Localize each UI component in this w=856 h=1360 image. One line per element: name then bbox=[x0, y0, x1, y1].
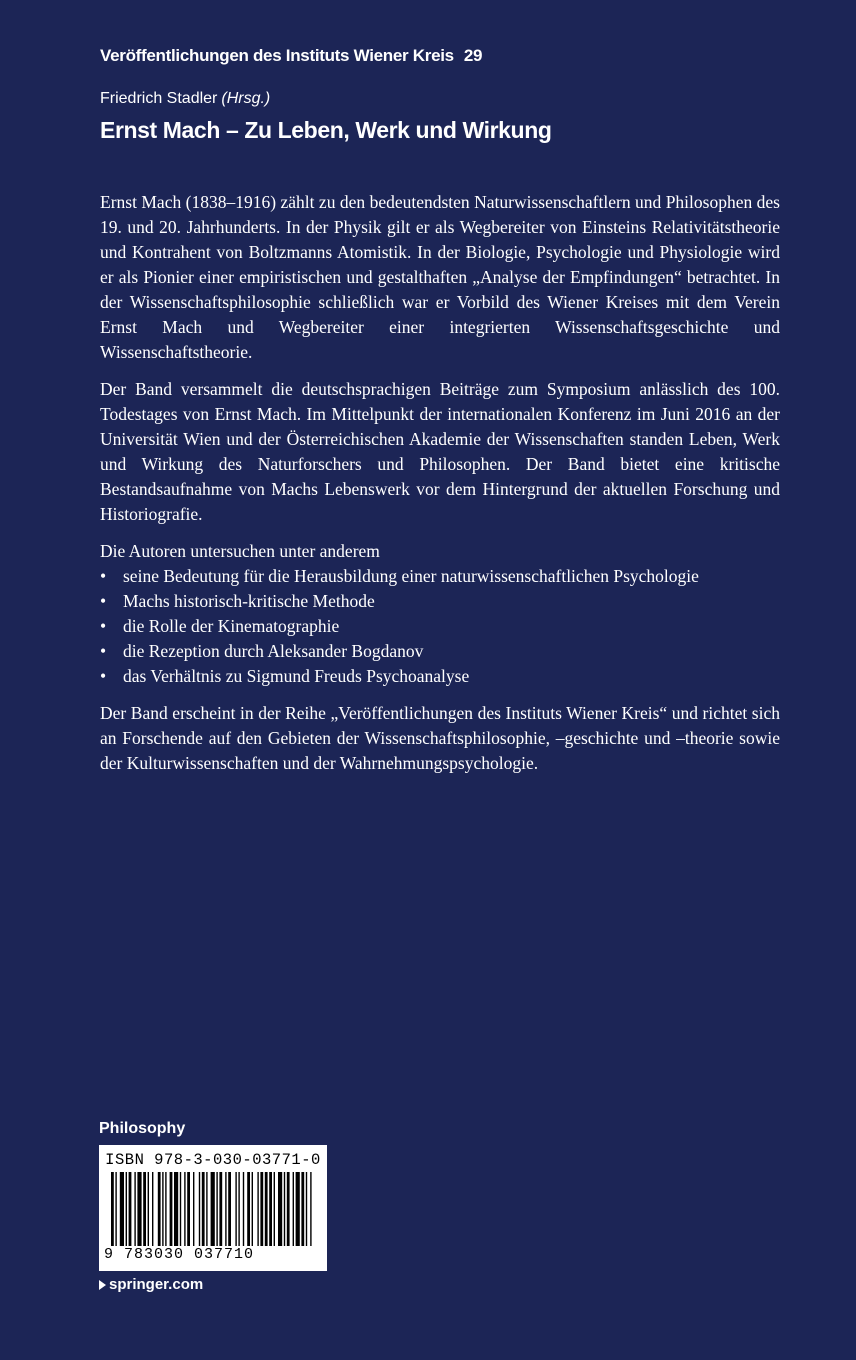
paragraph-2: Der Band versammelt die deutschsprachigen Beiträge zum Symposium anlässlich des 100. Todestages von Ernst Mach. Im Mittelpunkt der internationalen Konferenz im Juni 2016 an der Universität Wien und der Österreichischen Akademie der Wissenschaften standen Leben, Werk und Wirkung des Naturforschers und Philosophen. Der Band bietet eine kritische Bestandsaufnahme von Machs Lebenswerk vor dem Hintergrund der aktuellen Forschung und Historiografie. bbox=[100, 379, 780, 524]
topic-list bbox=[100, 564, 780, 689]
bullet-icon: • bbox=[100, 641, 107, 661]
editor-role: (Hrsg.) bbox=[221, 90, 271, 107]
paragraph-3: Der Band erscheint in der Reihe „Veröffentlichungen des Instituts Wiener Kreis“ und richtet sich an Forschende auf den Gebieten der Wissenschaftsphilosophie, –geschichte und –theorie sowie der Kulturwissenschaften und der Wahrnehmungspsychologie. bbox=[100, 703, 780, 773]
list-item bbox=[100, 664, 780, 689]
list-item bbox=[100, 614, 780, 639]
publisher-url[interactable]: springer.com bbox=[109, 1276, 204, 1293]
list-item bbox=[100, 639, 780, 664]
bullet-icon: • bbox=[100, 616, 107, 636]
list-item-text: das Verhältnis zu Sigmund Freuds Psychoanalyse bbox=[123, 666, 470, 686]
barcode-digits: 9 783030 037710 bbox=[104, 1246, 255, 1263]
paragraph-1: Ernst Mach (1838–1916) zählt zu den bedeutendsten Naturwissenschaftlern und Philosophen des 19. und 20. Jahrhunderts. In der Physik gilt er als Wegbereiter von Einsteins Relativitätstheorie und Kontrahent von Boltzmanns Atomistik. In der Biologie, Psychologie und Physiologie wird er als Pionier einer empiristischen und gestalthaften „Analyse der Empfindungen“ betrachtet. In der Wissenschaftsphilosophie schließlich war er Vorbild des Wiener Kreises mit dem Verein Ernst Mach und Wegbereiter einer integrierten Wissenschaftsgeschichte und Wissenschaftstheorie. bbox=[100, 192, 780, 362]
arrow-right-icon bbox=[99, 1280, 106, 1290]
book-title: Ernst Mach – Zu Leben, Werk und Wirkung bbox=[100, 117, 552, 143]
list-item-text: seine Bedeutung für die Herausbildung einer naturwissenschaftlichen Psychologie bbox=[123, 566, 699, 586]
subject-category: Philosophy bbox=[99, 1120, 186, 1137]
series-heading bbox=[100, 46, 482, 66]
publisher-link[interactable] bbox=[99, 1276, 203, 1293]
bullet-icon: • bbox=[100, 591, 107, 611]
bullet-icon: • bbox=[100, 666, 107, 686]
editor-name: Friedrich Stadler bbox=[100, 90, 218, 107]
list-item bbox=[100, 564, 780, 589]
list-item-text: die Rezeption durch Aleksander Bogdanov bbox=[123, 641, 424, 661]
isbn-label: ISBN 978-3-030-03771-0 bbox=[105, 1151, 321, 1169]
list-intro: Die Autoren untersuchen unter anderem bbox=[100, 541, 380, 561]
bullet-icon: • bbox=[100, 566, 107, 586]
isbn-barcode bbox=[99, 1145, 327, 1271]
series-name: Veröffentlichungen des Instituts Wiener Kreis bbox=[100, 46, 454, 65]
series-number: 29 bbox=[463, 46, 483, 65]
list-item-text: Machs historisch-kritische Methode bbox=[123, 591, 375, 611]
editor-line bbox=[100, 90, 270, 108]
list-item bbox=[100, 589, 780, 614]
list-item-text: die Rolle der Kinematographie bbox=[123, 616, 340, 636]
blurb bbox=[100, 190, 780, 788]
barcode-bars bbox=[109, 1172, 317, 1250]
